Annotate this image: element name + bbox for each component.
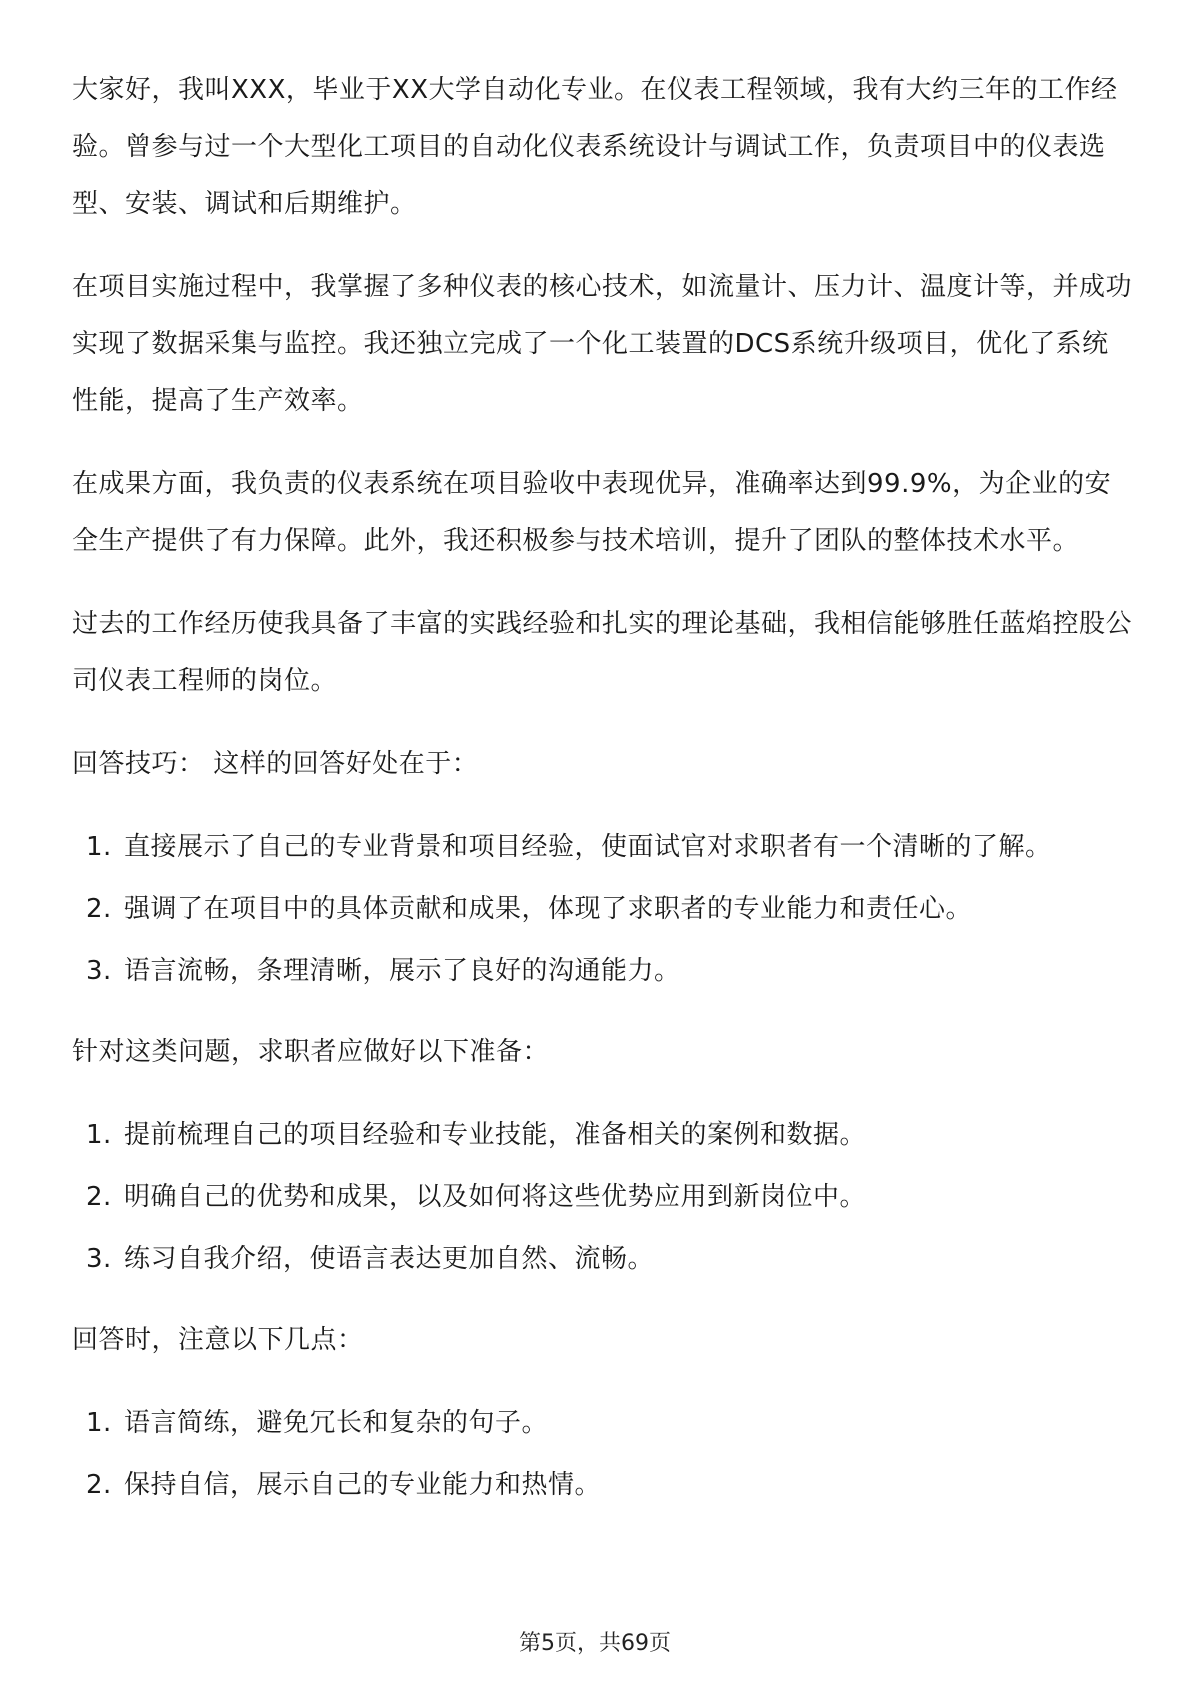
notes-heading: 回答时，注意以下几点： — [72, 1325, 364, 1355]
tips-list — [72, 819, 1132, 1000]
list-item — [72, 819, 1132, 876]
list-item — [72, 943, 1132, 1000]
list-number: 1. — [86, 1408, 112, 1438]
list-item — [72, 1395, 1132, 1452]
page-content — [72, 62, 1132, 1538]
list-item — [72, 1231, 1132, 1288]
list-number: 3. — [86, 956, 112, 986]
list-number: 3. — [86, 1244, 112, 1274]
list-item-text: 保持自信，展示自己的专业能力和热情。 — [124, 1470, 602, 1500]
list-item — [72, 1107, 1132, 1164]
list-number: 2. — [86, 1182, 112, 1212]
list-number: 2. — [86, 1470, 112, 1500]
paragraph-results: 在成果方面，我负责的仪表系统在项目验收中表现优异，准确率达到99.9%，为企业的安全生产提供了有力保障。此外，我还积极参与技术培训，提升了团队的整体技术水平。 — [72, 469, 1112, 556]
list-item-text: 明确自己的优势和成果，以及如何将这些优势应用到新岗位中。 — [124, 1182, 867, 1212]
list-number: 1. — [86, 832, 112, 862]
list-item-text: 语言流畅，条理清晰，展示了良好的沟通能力。 — [124, 956, 681, 986]
paragraph-conclusion: 过去的工作经历使我具备了丰富的实践经验和扎实的理论基础，我相信能够胜任蓝焰控股公司仪表工程师的岗位。 — [72, 609, 1133, 696]
list-item — [72, 1169, 1132, 1226]
prep-heading: 针对这类问题，求职者应做好以下准备： — [72, 1037, 550, 1067]
prep-list — [72, 1107, 1132, 1288]
tips-heading: 回答技巧： 这样的回答好处在于： — [72, 749, 479, 779]
page-number-footer: 第5页，共69页 — [519, 1631, 671, 1656]
paragraph-intro: 大家好，我叫XXX，毕业于XX大学自动化专业。在仪表工程领域，我有大约三年的工作经验。曾参与过一个大型化工项目的自动化仪表系统设计与调试工作，负责项目中的仪表选型、安装、调试和后期维护。 — [72, 75, 1118, 219]
list-item-text: 提前梳理自己的项目经验和专业技能，准备相关的案例和数据。 — [124, 1120, 867, 1150]
list-item-text: 语言简练，避免冗长和复杂的句子。 — [124, 1408, 549, 1438]
list-number: 1. — [86, 1120, 112, 1150]
list-item — [72, 1457, 1132, 1514]
list-item-text: 强调了在项目中的具体贡献和成果，体现了求职者的专业能力和责任心。 — [124, 894, 973, 924]
list-item-text: 直接展示了自己的专业背景和项目经验，使面试官对求职者有一个清晰的了解。 — [124, 832, 1052, 862]
list-item — [72, 881, 1132, 938]
notes-list — [72, 1395, 1132, 1514]
list-number: 2. — [86, 894, 112, 924]
paragraph-project: 在项目实施过程中，我掌握了多种仪表的核心技术，如流量计、压力计、温度计等，并成功实现了数据采集与监控。我还独立完成了一个化工装置的DCS系统升级项目，优化了系统性能，提高了生产效率。 — [72, 272, 1133, 416]
list-item-text: 练习自我介绍，使语言表达更加自然、流畅。 — [124, 1244, 655, 1274]
